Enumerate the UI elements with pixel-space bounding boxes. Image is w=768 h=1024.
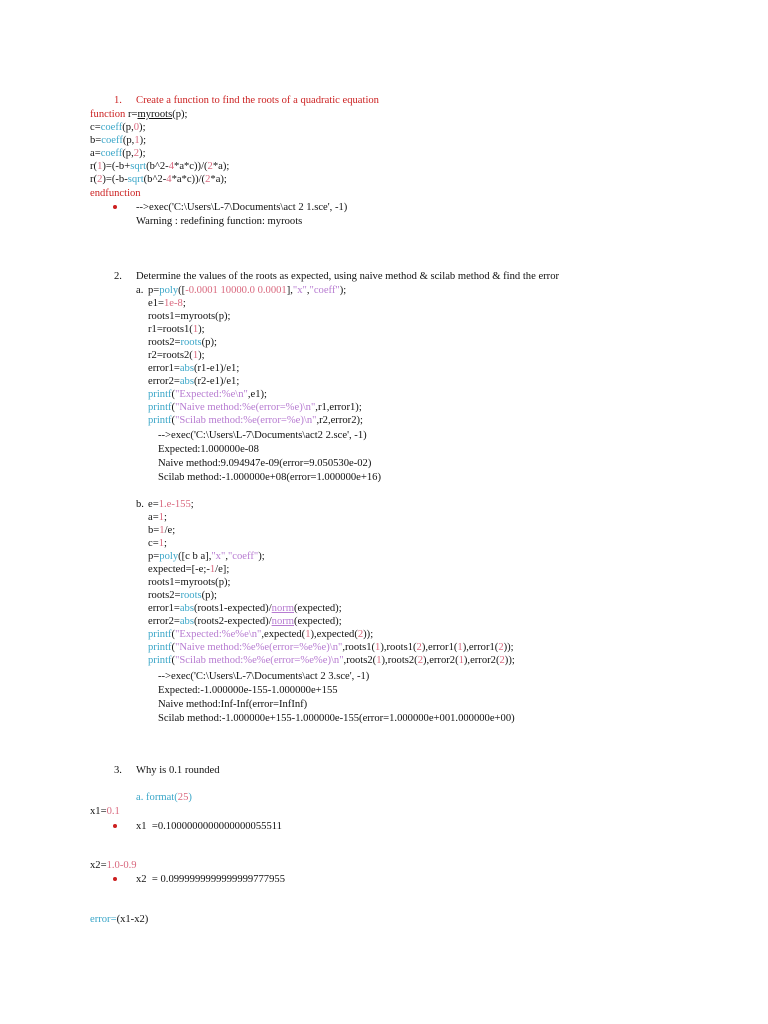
code-line-2a-2: e1=1e-8;	[148, 298, 186, 309]
output-x2: x2 = 0.0999999999999999777955	[136, 874, 285, 885]
code-line-2a-4: r1=roots1(1);	[148, 324, 205, 335]
output-2b-expected: Expected:-1.000000e-155-1.000000e+155	[158, 685, 338, 696]
code-line-2a-8: error2=abs(r2-e1)/e1;	[148, 376, 240, 387]
code-line-2b-3: b=1/e;	[148, 525, 176, 536]
code-line-3a: a. format(25)	[136, 792, 192, 803]
code-line-2a-11: printf("Scilab method:%e(error=%e)\n",r2,error2);	[148, 415, 363, 426]
code-line-2b-9: error1=abs(roots1-expected)/norm(expected);	[148, 603, 342, 614]
output-2b-exec: -->exec('C:\Users\L-7\Documents\act 2 3.sce', -1)	[158, 671, 370, 682]
code-line-2b-5: p=poly([c b a],"x","coeff");	[148, 551, 265, 562]
code-line-2a-5: roots2=roots(p);	[148, 337, 217, 348]
code-line-x1: x1=0.1	[90, 806, 120, 817]
section1-output-warning: Warning : redefining function: myroots	[136, 216, 303, 227]
code-line-2b-7: roots1=myroots(p);	[148, 577, 231, 588]
code-line-2b-11: printf("Expected:%e%e\n",expected(1),expected(2));	[148, 629, 374, 640]
output-2a-naive: Naive method:9.094947e-09(error=9.050530e-02)	[158, 458, 372, 469]
code-line-2b-6: expected=[-e;-1/e];	[148, 564, 230, 575]
code-line-2b-10: error2=abs(roots2-expected)/norm(expected);	[148, 616, 342, 627]
code-line-2b-4: c=1;	[148, 538, 167, 549]
code-line-2a-6: r2=roots2(1);	[148, 350, 205, 361]
code-line-r1: r(1)=(-b+sqrt(b^2-4*a*c))/(2*a);	[90, 161, 230, 172]
code-line-2a-9: printf("Expected:%e\n",e1);	[148, 389, 267, 400]
code-line-2b-2: a=1;	[148, 512, 167, 523]
code-line-2a-3: roots1=myroots(p);	[148, 311, 231, 322]
output-2a-exec: -->exec('C:\Users\L-7\Documents\act2 2.sce', -1)	[158, 430, 367, 441]
output-x1: x1 =0.1000000000000000055511	[136, 821, 282, 832]
bullet-icon	[113, 205, 117, 209]
code-line-error: error=(x1-x2)	[90, 914, 149, 925]
bullet-icon	[113, 877, 117, 881]
section1-output-exec: -->exec('C:\Users\L-7\Documents\act 2 1.sce', -1)	[136, 202, 348, 213]
code-line-c: c=coeff(p,0);	[90, 122, 146, 133]
code-line-endfunction: endfunction	[90, 188, 141, 199]
code-line-2b-13: printf("Scilab method:%e%e(error=%e%e)\n",roots2(1),roots2(2),error2(1),error2(2));	[148, 655, 515, 666]
code-line-2a-7: error1=abs(r1-e1)/e1;	[148, 363, 240, 374]
code-line-2b-8: roots2=roots(p);	[148, 590, 217, 601]
code-line-2a-1: p=poly([-0.0001 10000.0 0.0001],"x","coeff");	[148, 285, 347, 296]
section2-heading: Determine the values of the roots as expected, using naive method & scilab method & find the error	[136, 271, 560, 282]
code-line-2a-10: printf("Naive method:%e(error=%e)\n",r1,error1);	[148, 402, 362, 413]
code-line-function: function r=myroots(p);	[90, 109, 188, 120]
code-line-b: b=coeff(p,1);	[90, 135, 147, 146]
code-line-2b-12: printf("Naive method:%e%e(error=%e%e)\n",roots1(1),roots1(2),error1(1),error1(2));	[148, 642, 514, 653]
code-line-2b-1: e=1.e-155;	[148, 499, 194, 510]
section2b-label: b.	[136, 499, 144, 510]
code-line-a: a=coeff(p,2);	[90, 148, 146, 159]
section3-number: 3.	[114, 765, 122, 776]
code-line-x2: x2=1.0-0.9	[90, 860, 137, 871]
section2a-label: a.	[136, 285, 144, 296]
output-2b-scilab: Scilab method:-1.000000e+155-1.000000e-155(error=1.000000e+001.000000e+00)	[158, 713, 515, 724]
bullet-icon	[113, 824, 117, 828]
output-2a-expected: Expected:1.000000e-08	[158, 444, 259, 455]
code-line-r2: r(2)=(-b-sqrt(b^2-4*a*c))/(2*a);	[90, 174, 227, 185]
section1-number: 1.	[114, 95, 122, 106]
section2-number: 2.	[114, 271, 122, 282]
section3-heading: Why is 0.1 rounded	[136, 765, 220, 776]
section1-heading: Create a function to find the roots of a quadratic equation	[136, 95, 379, 106]
output-2b-naive: Naive method:Inf-Inf(error=InfInf)	[158, 699, 308, 710]
output-2a-scilab: Scilab method:-1.000000e+08(error=1.000000e+16)	[158, 472, 381, 483]
